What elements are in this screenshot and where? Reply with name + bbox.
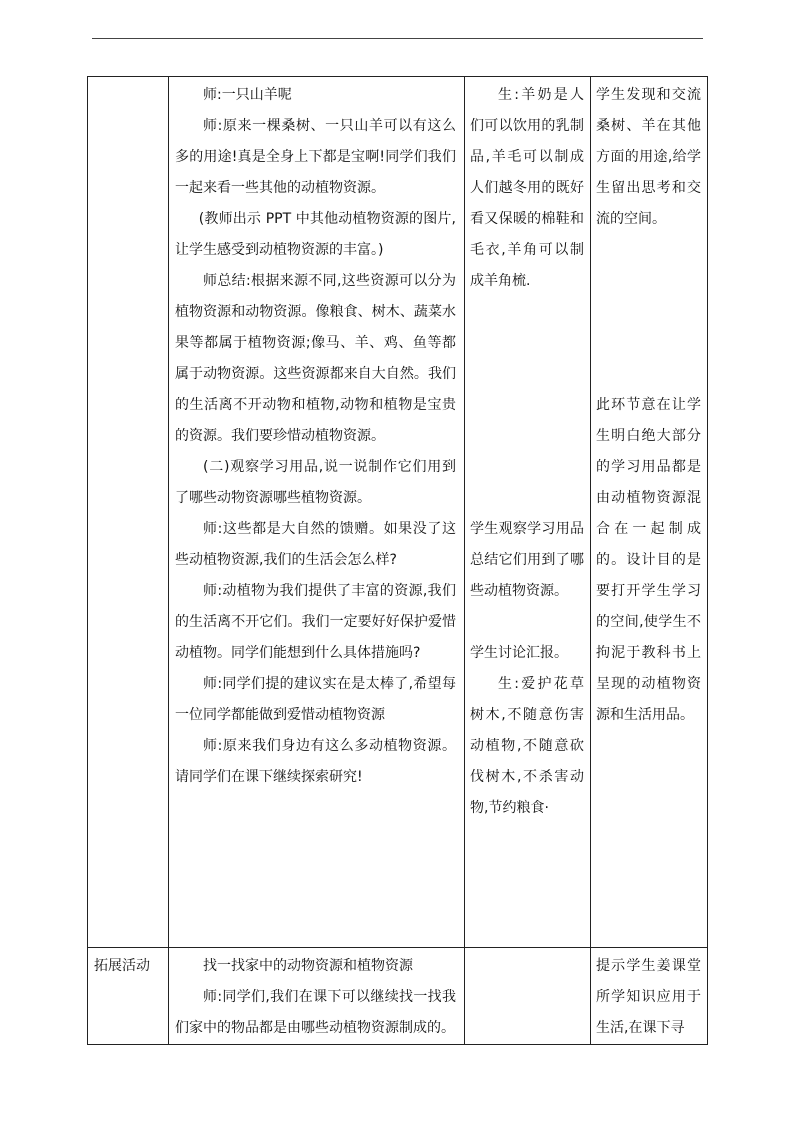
table-row [88,948,708,1045]
intent-line: 提示学生姜课堂所学知识应用于生活,在课下寻 [596,958,701,1036]
teacher-line: 师:原来一棵桑树、一只山羊可以有这么多的用途!真是全身上下都是宝啊!同学们我们一起来看一些其他的动植物资源。 [175,118,456,196]
table-row [88,77,708,948]
teacher-line: 师:这些都是大自然的馈赠。如果没了这些动植物资源,我们的生活会怎么样? [175,521,456,568]
teacher-activity-cell [169,77,465,948]
stage-cell [88,77,169,948]
teacher-line: 师:同学们提的建议实在是太棒了,希望每一位同学都能做到爱惜动植物资源 [175,676,456,723]
teacher-line: 师:原来我们身边有这么多动植物资源。请同学们在课下继续探索研究! [175,738,456,785]
lesson-plan-table [87,76,708,1045]
design-intent-cell [591,948,708,1045]
student-line: 学生讨论汇报。 [470,645,568,661]
teacher-line: 找一找家中的动物资源和植物资源 [203,958,413,974]
student-line: 生:羊奶是人们可以饮用的乳制品,羊毛可以制成人们越冬用的既好看又保暖的棉鞋和毛衣,羊角可以制成羊角梳. [470,87,584,289]
teacher-line: 师总结:根据来源不同,这些资源可以分为植物资源和动物资源。像粮食、树木、蔬菜水果等都属于植物资源;像马、羊、鸡、鱼等都属于动物资源。这些资源都来自大自然。我们的生活离不开动物和植物,动物和植物是宝贵的资源。我们要珍惜动植物资源。 [175,273,456,444]
student-line: 生:爱护花草树木,不随意伤害动植物,不随意砍伐树木,不杀害动物,节约粮食· [470,676,584,816]
teacher-line: 师:动植物为我们提供了丰富的资源,我们的生活离不开它们。我们一定要好好保护爱惜动植物。同学们能想到什么具体措施吗? [175,583,456,661]
design-intent-cell [591,77,708,948]
student-activity-cell [465,77,591,948]
teacher-line: (教师出示 PPT 中其他动植物资源的图片,让学生感受到动植物资源的丰富。) [175,211,456,258]
stage-label: 拓展活动 [94,958,150,974]
stage-cell [88,948,169,1045]
intent-line: 此环节意在让学生明白绝大部分的学习用品都是由动植物资源混合在一起制成的。设计目的是要打开学生学习的空间,使学生不拘泥于教科书上呈现的动植物资源和生活用品。 [596,397,701,723]
student-activity-cell [465,948,591,1045]
teacher-line: 师:同学们,我们在课下可以继续找一找我们家中的物品都是由哪些动植物资源制成的。 [175,989,456,1036]
teacher-line: (二)观察学习用品,说一说制作它们用到了哪些动物资源哪些植物资源。 [175,459,456,506]
teacher-activity-cell [169,948,465,1045]
student-line: 学生观察学习用品总结它们用到了哪些动植物资源。 [470,521,584,599]
intent-line: 学生发现和交流桑树、羊在其他方面的用途,给学生留出思考和交流的空间。 [596,87,701,227]
header-rule [92,38,703,39]
teacher-line: 师:一只山羊呢 [203,87,292,103]
